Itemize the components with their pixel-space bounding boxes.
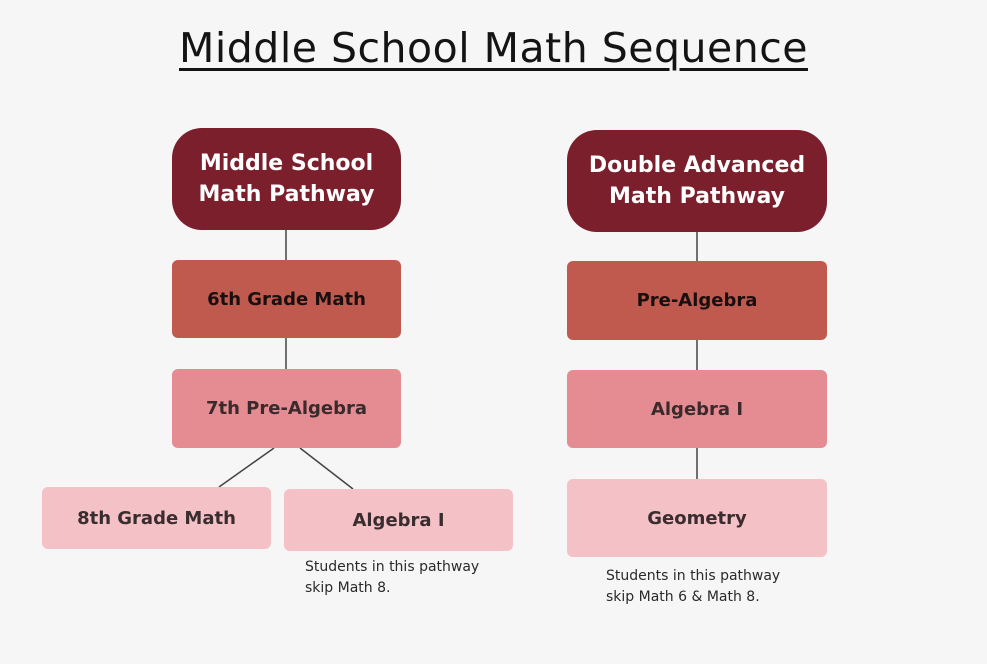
left-pathway-note-line1: Students in this pathway: [305, 559, 480, 575]
connector-left-step2-to-branch-b: [300, 448, 353, 489]
left-pathway-header-line1: Middle School: [199, 151, 374, 176]
right-pathway-note-line1: Students in this pathway: [606, 568, 781, 584]
left-step-7th-pre-algebra: [172, 369, 401, 448]
left-branch-algebra-i-label: Algebra I: [352, 509, 445, 531]
right-pathway-note-line2: skip Math 6 & Math 8.: [606, 589, 760, 605]
left-pathway-note: [305, 557, 479, 599]
left-step-7th-pre-algebra-label: 7th Pre-Algebra: [205, 398, 368, 419]
right-step-algebra-i-label: Algebra I: [650, 398, 744, 420]
left-step-6th-grade-math: [172, 260, 401, 338]
left-step-6th-grade-math-label: 6th Grade Math: [207, 288, 366, 310]
right-step-geometry: [567, 479, 827, 557]
right-step-geometry-label: Geometry: [647, 507, 747, 529]
right-step-algebra-i: [567, 370, 827, 448]
right-pathway-header-line1: Double Advanced: [588, 153, 806, 178]
right-pathway-note: [606, 566, 780, 608]
right-step-pre-algebra-label: Pre-Algebra: [636, 290, 758, 311]
left-pathway-header: [172, 128, 401, 230]
left-pathway-note-line2: skip Math 8.: [305, 580, 391, 596]
left-pathway-header-line2: Math Pathway: [198, 182, 375, 207]
page-title-text: Middle School Math Sequence: [179, 24, 808, 72]
left-branch-algebra-i: [284, 489, 513, 551]
right-step-pre-algebra: [567, 261, 827, 340]
right-pathway-header-line2: Math Pathway: [609, 184, 785, 209]
left-branch-8th-grade-math-label: 8th Grade Math: [77, 507, 236, 529]
left-branch-8th-grade-math: [42, 487, 271, 549]
connector-left-step2-to-branch-a: [219, 448, 274, 487]
right-pathway-header: [567, 130, 827, 232]
